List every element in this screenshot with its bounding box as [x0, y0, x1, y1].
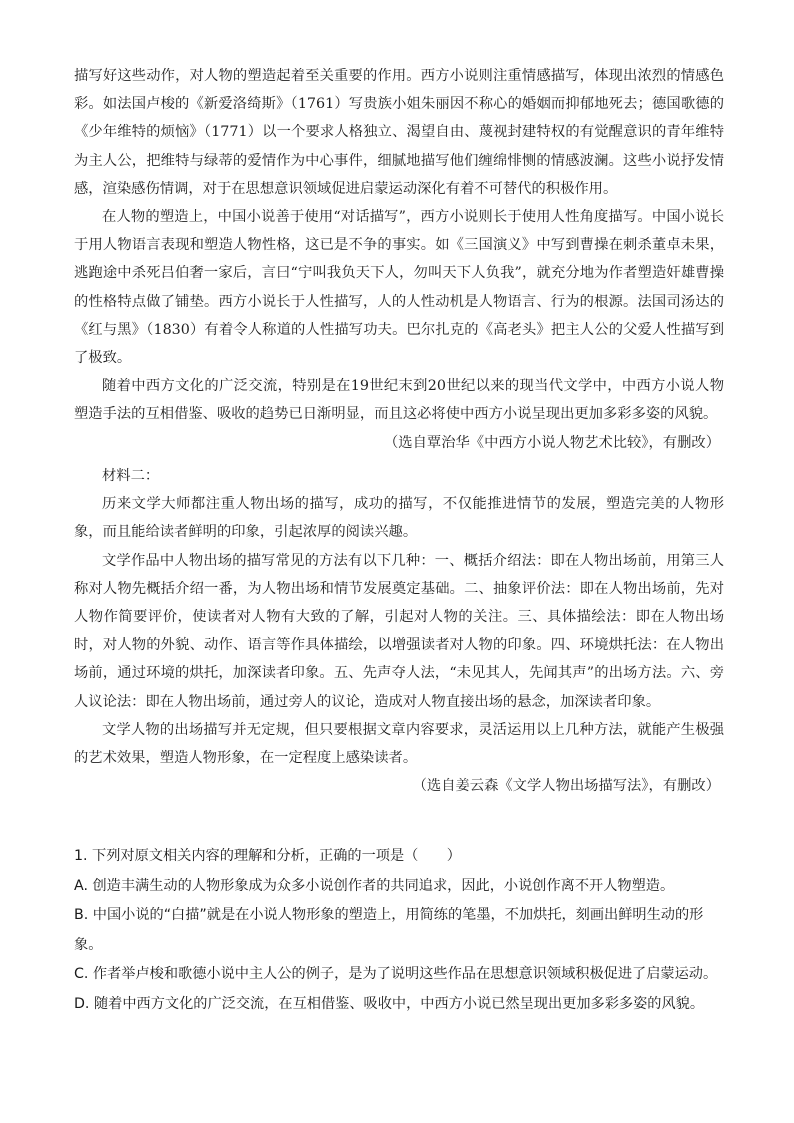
option-d[interactable]: D. 随着中西方文化的广泛交流，在互相借鉴、吸收中，中西方小说已然呈现出更加多彩多姿的风貌。 — [74, 995, 705, 1012]
material-two-source: （选自姜云森《文学人物出场描写法》，有删改） — [412, 778, 720, 795]
material-two — [74, 462, 724, 800]
material-one-paragraph-2: 在人物的塑造上，中国小说善于使用“对话描写”，西方小说则长于使用人性角度描写。中国小说长于用人物语言表现和塑造人物性格，这已是不争的事实。如《三国演义》中写到曹操在刺杀董卓未果，逃跑途中杀死吕伯奢一家后，言曰“宁叫我负天下人，勿叫天下人负我”，就充分地为作者塑造奸雄曹操的性格特点做了铺垫。西方小说长于人性描写，人的人性动机是人物语言、行为的根源。法国司汤达的《红与黑》（1830）有着令人称道的人性描写功夫。巴尔扎克的《高老头》把主人公的父爱人性描写到了极致。 — [74, 209, 724, 367]
material-two-paragraph-3: 文学人物的出场描写并无定规，但只要根据文章内容要求，灵活运用以上几种方法，就能产生极强的艺术效果，塑造人物形象，在一定程度上感染读者。 — [74, 721, 724, 767]
option-a[interactable]: A. 创造丰满生动的人物形象成为众多小说创作者的共同追求，因此，小说创作离不开人物塑造。 — [74, 877, 675, 894]
material-two-paragraph-2: 文学作品中人物出场的描写常见的方法有以下几种：一、概括介绍法：即在人物出场前，用第三人称对人物先概括介绍一番，为人物出场和情节发展奠定基础。二、抽象评价法：即在人物出场前，先对人物作简要评价，使读者对人物有大致的了解，引起对人物的关注。三、具体描绘法：即在人物出场时，对人物的外貌、动作、语言等作具体描绘，以增强读者对人物的印象。四、环境烘托法：在人物出场前，通过环境的烘托，加深读者印象。五、先声夺人法，“未见其人，先闻其声”的出场方法。六、旁人议论法：即在人物出场前，通过旁人的议论，造成对人物直接出场的悬念，加深读者印象。 — [74, 552, 724, 710]
option-b[interactable]: B. 中国小说的“白描”就是在小说人物形象的塑造上，用简练的笔墨，不加烘托，刻画出鲜明生动的形象。 — [74, 907, 704, 953]
option-c[interactable]: C. 作者举卢梭和歌德小说中主人公的例子，是为了说明这些作品在思想意识领域积极促进了启蒙运动。 — [74, 966, 718, 982]
material-two-paragraph-1: 历来文学大师都注重人物出场的描写，成功的描写，不仅能推进情节的发展，塑造完美的人物形象，而且能给读者鲜明的印象，引起浓厚的阅读兴趣。 — [74, 496, 724, 541]
material-one-source: （选自覃治华《中西方小说人物艺术比较》，有删改） — [384, 434, 720, 451]
material-one-paragraph-3: 随着中西方文化的广泛交流，特别是在19世纪末到20世纪以来的现当代文学中，中西方小说人物塑造手法的互相借鉴、吸收的趋势已日渐明显，而且这必将使中西方小说呈现出更加多彩多姿的风貌。 — [74, 378, 724, 423]
question-stem: 1. 下列对原文相关内容的理解和分析，正确的一项是（ ） — [74, 848, 461, 864]
material-one-paragraph-1: 描写好这些动作，对人物的塑造起着至关重要的作用。西方小说则注重情感描写，体现出浓烈的情感色彩。如法国卢梭的《新爱洛绮斯》（1761）写贵族小姐朱丽因不称心的婚姻而抑郁地死去；德国歌德的《少年维特的烦恼》（1771）以一个要求人格独立、渴望自由、蔑视封建特权的有觉醒意识的青年维特为主人公，把维特与绿蒂的爱情作为中心事件，细腻地描写他们缠绵悱恻的情感波澜。这些小说抒发情感，渲染感伤情调，对于在思想意识领域促进启蒙运动深化有着不可替代的积极作用。 — [74, 68, 724, 197]
material-two-label: 材料二： — [102, 468, 160, 484]
material-one — [74, 62, 724, 457]
question-1 — [74, 842, 724, 1019]
